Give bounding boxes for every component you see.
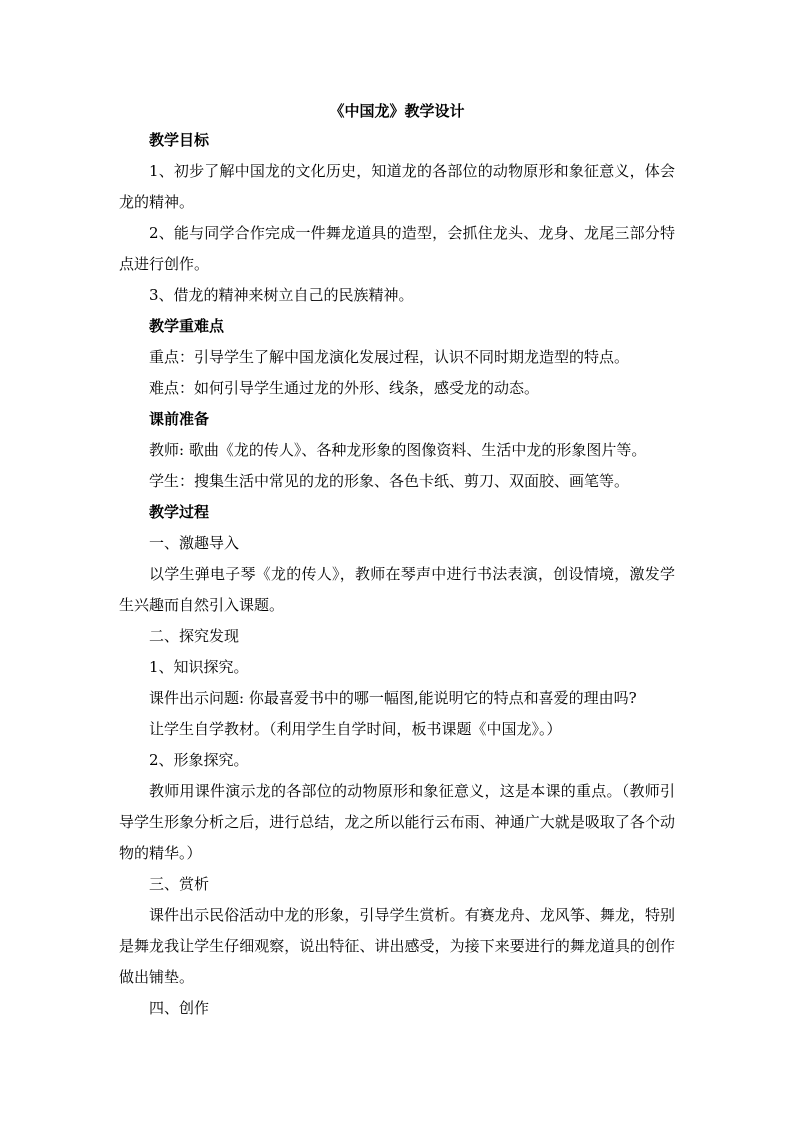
document-title: 《中国龙》教学设计 bbox=[329, 102, 465, 120]
paragraph: 1、知识探究。 bbox=[149, 658, 249, 676]
paragraph: 二、探究发现 bbox=[149, 627, 240, 645]
paragraph: 2、形象探究。 bbox=[149, 751, 249, 769]
paragraph: 学生：搜集生活中常见的龙的形象、各色卡纸、剪刀、双面胶、画笔等。 bbox=[149, 472, 630, 490]
paragraph: 重点：引导学生了解中国龙演化发展过程，认识不同时期龙造型的特点。 bbox=[149, 348, 630, 366]
paragraph: 1、初步了解中国龙的文化历史，知道龙的各部位的动物原形和象征意义，体会龙的精神。 bbox=[119, 162, 675, 211]
paragraph: 教师: 歌曲《龙的传人》、各种龙形象的图像资料、生活中龙的形象图片等。 bbox=[149, 441, 647, 459]
paragraph-list bbox=[119, 125, 675, 1024]
paragraph: 四、创作 bbox=[149, 999, 210, 1017]
paragraph: 教师用课件演示龙的各部位的动物原形和象征意义，这是本课的重点。（教师引导学生形象分析之后，进行总结，龙之所以能行云布雨、神通广大就是吸取了各个动物的精华。） bbox=[119, 782, 675, 862]
paragraph: 3、借龙的精神来树立自己的民族精神。 bbox=[149, 286, 414, 304]
paragraph: 以学生弹电子琴《龙的传人》，教师在琴声中进行书法表演，创设情境，激发学生兴趣而自然引入课题。 bbox=[119, 565, 675, 614]
paragraph: 课件出示民俗活动中龙的形象，引导学生赏析。有赛龙舟、龙风筝、舞龙，特别是舞龙我让学生仔细观察，说出特征、讲出感受，为接下来要进行的舞龙道具的创作做出铺垫。 bbox=[119, 906, 675, 986]
section-heading: 教学过程 bbox=[149, 503, 210, 521]
paragraph: 一、激趣导入 bbox=[149, 534, 240, 552]
document-body bbox=[119, 97, 675, 1024]
paragraph: 2、能与同学合作完成一件舞龙道具的造型，会抓住龙头、龙身、龙尾三部分特点进行创作。 bbox=[119, 224, 675, 273]
section-heading: 教学目标 bbox=[149, 131, 210, 149]
section-heading: 教学重难点 bbox=[149, 317, 225, 335]
section-heading: 课前准备 bbox=[149, 410, 210, 428]
paragraph: 三、赏析 bbox=[149, 875, 210, 893]
paragraph: 课件出示问题: 你最喜爱书中的哪一幅图,能说明它的特点和喜爱的理由吗? bbox=[149, 689, 637, 707]
paragraph: 让学生自学教材。（利用学生自学时间，板书课题《中国龙》。） bbox=[149, 720, 562, 738]
paragraph: 难点：如何引导学生通过龙的外形、线条，感受龙的动态。 bbox=[149, 379, 540, 397]
